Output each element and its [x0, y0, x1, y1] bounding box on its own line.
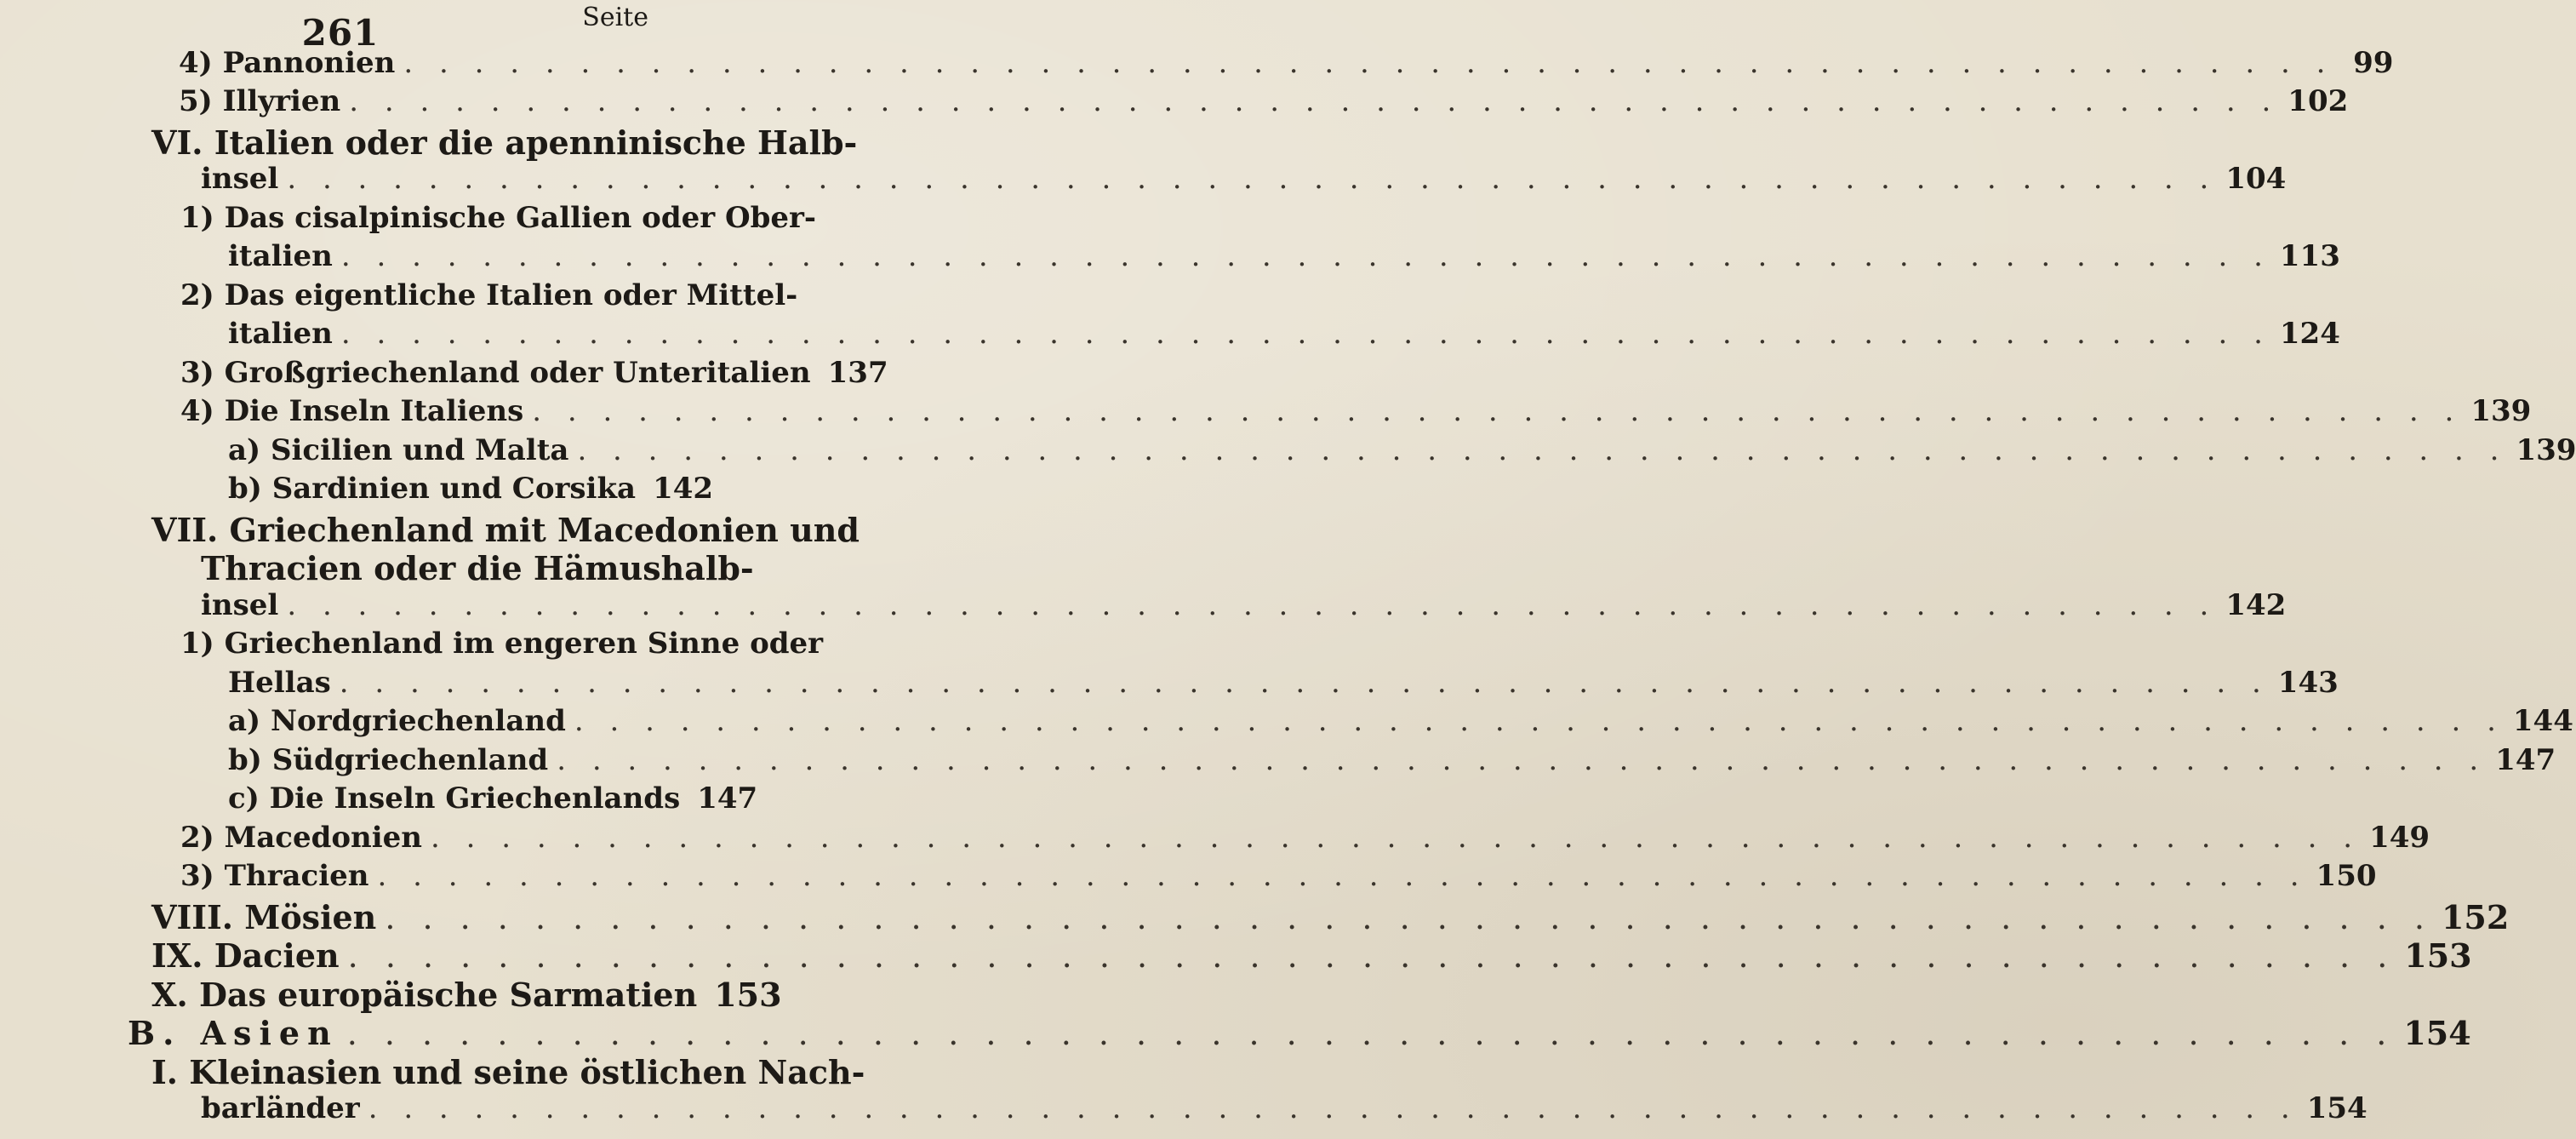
entry-title-line1: VI. Italien oder die apenninische Halb-	[151, 123, 858, 162]
toc-entry	[201, 588, 2287, 622]
entry-title: B. Asien	[128, 1014, 339, 1052]
entry-page: 143	[2277, 666, 2339, 700]
leader-dots	[378, 859, 2308, 893]
entry-page: 153	[2404, 936, 2472, 975]
toc-entry	[228, 781, 758, 816]
toc-entry	[151, 898, 2510, 936]
toc-entry	[228, 743, 2556, 777]
toc-entry	[180, 394, 2532, 428]
leader-dots	[403, 46, 2333, 80]
entry-page: 124	[2279, 317, 2340, 351]
entry-title: 2) Macedonien	[180, 821, 423, 855]
entry-page: 153	[714, 976, 782, 1014]
toc-entry	[128, 1014, 2471, 1052]
entry-title: a) Sicilien und Malta	[228, 433, 569, 467]
leader-dots	[341, 317, 2271, 351]
toc-entry	[179, 46, 2394, 80]
toc-entry	[151, 936, 2472, 975]
entry-title-line1: 1) Griechenland im engeren Sinne oder	[180, 627, 824, 661]
column-header-seite: Seite	[582, 3, 648, 32]
toc-entry	[228, 433, 2576, 467]
entry-title: insel	[201, 162, 279, 196]
entry-page: 99	[2353, 46, 2394, 80]
toc-entry	[180, 821, 2430, 855]
toc-entry	[179, 84, 2349, 118]
entry-page: 147	[2495, 743, 2556, 777]
entry-title: X. Das europäische Sarmatien	[151, 976, 698, 1014]
leader-dots	[574, 704, 2505, 738]
entry-title: 4) Die Inseln Italiens	[180, 394, 524, 428]
entry-page: 139	[2516, 433, 2576, 467]
entry-title: barländer	[201, 1091, 360, 1125]
leader-dots	[287, 588, 2217, 622]
toc-entry	[228, 704, 2573, 738]
entry-title-line1: VII. Griechenland mit Macedonien und	[151, 511, 860, 549]
entry-title: italien	[228, 239, 333, 273]
entry-page: 142	[2225, 588, 2287, 622]
entry-page: 142	[653, 472, 714, 506]
leader-dots	[368, 1091, 2299, 1125]
entry-title: Hellas	[228, 666, 331, 700]
entry-title: 3) Großgriechenland oder Unteritalien	[180, 356, 811, 390]
leader-dots	[341, 239, 2271, 273]
entry-page: 154	[2306, 1091, 2368, 1125]
entry-title-line1: I. Kleinasien und seine östlichen Nach-	[151, 1053, 865, 1091]
entry-title: italien	[228, 317, 333, 351]
toc-entry	[180, 859, 2377, 893]
entry-title: VIII. Mösien	[151, 898, 377, 936]
leader-dots	[287, 162, 2217, 196]
leader-dots	[348, 937, 2396, 975]
entry-page: 152	[2441, 898, 2510, 936]
entry-page: 147	[697, 781, 758, 816]
entry-title: 3) Thracien	[180, 859, 369, 893]
entry-page: 149	[2369, 821, 2430, 855]
leader-dots	[577, 433, 2507, 467]
leader-dots	[349, 84, 2279, 118]
toc-entry	[201, 1091, 2368, 1125]
entry-title: IX. Dacien	[151, 936, 340, 975]
entry-title: c) Die Inseln Griechenlands	[228, 781, 681, 816]
entry-page: 139	[2470, 394, 2532, 428]
leader-dots	[431, 821, 2361, 855]
toc-entry	[228, 472, 714, 506]
toc-entry	[228, 317, 2340, 351]
leader-dots	[340, 666, 2270, 700]
toc-entry	[151, 976, 782, 1014]
entry-title: 5) Illyrien	[179, 84, 341, 118]
toc-entry	[180, 356, 888, 390]
entry-page: 154	[2403, 1014, 2471, 1052]
entry-page: 113	[2279, 239, 2340, 273]
toc-entry	[228, 666, 2339, 700]
page-number: 261	[301, 12, 380, 54]
entry-title-line2: Thracien oder die Hämushalb-	[201, 549, 754, 587]
entry-title-line1: 1) Das cisalpinische Gallien oder Ober-	[180, 201, 817, 235]
entry-page: 104	[2225, 162, 2287, 196]
leader-dots	[532, 394, 2462, 428]
leader-dots	[347, 1015, 2396, 1052]
leader-dots	[557, 743, 2487, 777]
entry-title-line1: 2) Das eigentliche Italien oder Mittel-	[180, 278, 798, 312]
entry-page: 144	[2512, 704, 2573, 738]
entry-page: 137	[827, 356, 888, 390]
entry-page: 150	[2316, 859, 2377, 893]
entry-title: b) Südgriechenland	[228, 743, 549, 777]
entry-title: a) Nordgriechenland	[228, 704, 566, 738]
toc-entry	[228, 239, 2340, 273]
entry-title: 4) Pannonien	[179, 46, 396, 80]
entry-page: 102	[2288, 84, 2349, 118]
leader-dots	[385, 899, 2433, 936]
entry-title: b) Sardinien und Corsika	[228, 472, 637, 506]
entry-title: insel	[201, 588, 279, 622]
toc-entry	[201, 162, 2287, 196]
